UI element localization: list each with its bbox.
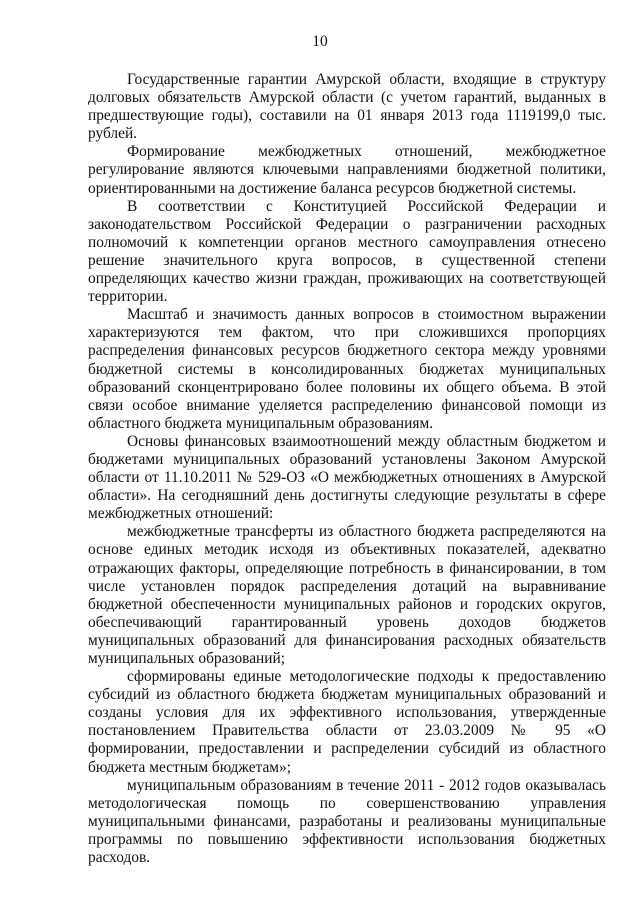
paragraph-scale: Масштаб и значимость данных вопросов в стоимостном выражении характеризуются тем фактом, что при сложившихся пропорциях распределения финансовых ресурсов бюджетного сектора между уровнями бюджетной системы в консолидированных бюджетах муниципальных образований сконцентрировано более половины их общего объема. В этой связи особое внимание уделяется распределению финансовой помощи из областного бюджета муниципальным образованиям. bbox=[88, 306, 606, 432]
paragraph-subsidies: сформированы единые методологические подходы к предоставлению субсидий из областного бюджета бюджетам муниципальных образований и созданы условия для их эффективного использования, утвержденные постановлением Правительства области от 23.03.2009 № 95 «О формировании, предоставлении и распределении субсидий из областного бюджета местным бюджетам»; bbox=[88, 668, 606, 776]
paragraph-methodological-help: муниципальным образованиям в течение 2011 - 2012 годов оказывалась методологическая помощь по совершенствованию управления муниципальными финансами, разработаны и реализованы муниципальные программы по повышению эффективности использования бюджетных расходов. bbox=[88, 776, 606, 867]
page-number: 10 bbox=[312, 33, 328, 50]
paragraph-law-basis: Основы финансовых взаимоотношений между областным бюджетом и бюджетами муниципальных образований установлены Законом Амурской области от 11.10.2011 № 529-ОЗ «О межбюджетных отношениях в Амурской области». На сегодняшний день достигнуты следующие результаты в сфере межбюджетных отношений: bbox=[88, 432, 606, 523]
paragraph-guarantees: Государственные гарантии Амурской области, входящие в структуру долговых обязательств Амурской области (с учетом гарантий, выданных в предшествующие годы), составили на 01 января 2013 года 1119199,0 тыс. рублей. bbox=[88, 71, 606, 143]
paragraph-constitution: В соответствии с Конституцией Российской Федерации и законодательством Российской Федерации о разграничении расходных полномочий к компетенции органов местного самоуправления отнесено решение значительного круга вопросов, в существенной степени определяющих качество жизни граждан, проживающих на соответствующей территории. bbox=[88, 197, 606, 306]
paragraph-transfers: межбюджетные трансферты из областного бюджета распределяются на основе единых методик исходя из объективных показателей, адекватно отражающих факторы, определяющие потребность в финансировании, в том числе установлен порядок распределения дотаций на выравнивание бюджетной обеспеченности муниципальных районов и городских округов, обеспечивающий гарантированный уровень доходов бюджетов муниципальных образований для финансирования расходных обязательств муниципальных образований; bbox=[88, 523, 606, 667]
paragraph-interbudget-relations: Формирование межбюджетных отношений, межбюджетное регулирование являются ключевыми направлениями бюджетной политики, ориентированными на достижение баланса ресурсов бюджетной системы. bbox=[88, 143, 606, 197]
body-text bbox=[88, 71, 606, 867]
